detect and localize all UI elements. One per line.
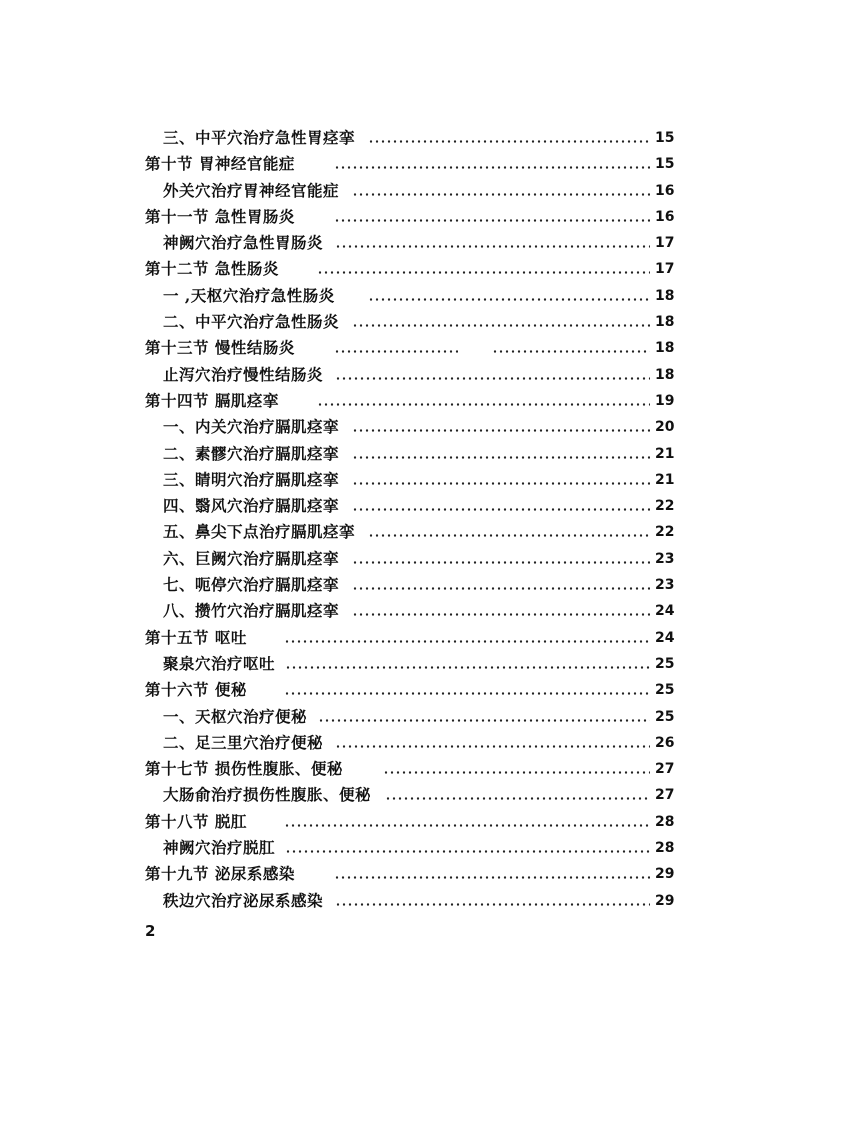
dot-leader	[284, 640, 650, 643]
toc-title: 第十五节 呕吐	[145, 627, 247, 647]
toc-title: 大肠俞治疗损伤性腹胀、便秘	[163, 785, 372, 805]
dot-leader	[335, 745, 650, 748]
dot-leader	[284, 824, 650, 827]
toc-page-number: 23	[655, 577, 675, 594]
toc-page-number: 27	[655, 787, 675, 804]
toc-title: 第十六节 便秘	[145, 680, 247, 700]
dot-leader	[385, 797, 650, 800]
toc-page-number: 16	[655, 208, 675, 225]
toc-section	[0, 625, 866, 651]
toc-page-number: 18	[655, 340, 675, 357]
toc-title: 一 ,天枢穴治疗急性肠炎	[163, 285, 335, 305]
dot-leader	[284, 692, 650, 695]
toc-entry	[0, 309, 866, 335]
dot-leader	[352, 193, 650, 196]
dot-leader	[334, 219, 650, 222]
toc-page-number: 22	[655, 524, 675, 541]
toc-entry	[0, 782, 866, 808]
dot-leader	[352, 561, 650, 564]
toc-page-number: 19	[655, 392, 675, 409]
toc-title: 秩边穴治疗泌尿系感染	[163, 890, 324, 910]
dot-leader	[335, 245, 650, 248]
toc-page-number: 25	[655, 682, 675, 699]
toc-entry	[0, 283, 866, 309]
toc-entry	[0, 704, 866, 730]
toc-entry	[0, 125, 866, 151]
dot-leader	[285, 666, 650, 669]
toc-title: 二、素髎穴治疗膈肌痉挛	[163, 443, 340, 463]
dot-leader	[317, 271, 650, 274]
toc-section	[0, 809, 866, 835]
toc-page-number: 18	[655, 314, 675, 331]
dot-leader	[352, 324, 650, 327]
toc-title: 四、翳风穴治疗膈肌痉挛	[163, 496, 340, 516]
toc-page-number: 21	[655, 471, 675, 488]
toc-page-number: 25	[655, 655, 675, 672]
toc-title: 一、天枢穴治疗便秘	[163, 706, 308, 726]
toc-title: 聚泉穴治疗呕吐	[163, 653, 276, 673]
toc-page-number: 17	[655, 235, 675, 252]
toc-page-number: 20	[655, 419, 675, 436]
toc-entry	[0, 441, 866, 467]
dot-leader	[318, 719, 650, 722]
toc-entry	[0, 598, 866, 624]
toc-page-number: 24	[655, 603, 675, 620]
toc-section	[0, 861, 866, 887]
toc-page-number: 18	[655, 287, 675, 304]
toc-entry	[0, 572, 866, 598]
dot-leader	[352, 482, 650, 485]
toc-entry	[0, 467, 866, 493]
toc-page-number: 25	[655, 708, 675, 725]
toc-page-number: 27	[655, 761, 675, 778]
dot-leader	[492, 350, 650, 353]
dot-leader	[368, 534, 650, 537]
toc-title: 止泻穴治疗慢性结肠炎	[163, 364, 324, 384]
toc-entry	[0, 230, 866, 256]
toc-title: 第十八节 脱肛	[145, 811, 247, 831]
toc-title: 第十三节 慢性结肠炎	[145, 338, 295, 358]
dot-leader	[334, 166, 650, 169]
toc-title: 第十一节 急性胃肠炎	[145, 206, 295, 226]
toc-entry	[0, 730, 866, 756]
toc-section	[0, 677, 866, 703]
toc-title: 外关穴治疗胃神经官能症	[163, 180, 340, 200]
toc-title: 第十节 胃神经官能症	[145, 154, 295, 174]
toc-entry	[0, 178, 866, 204]
toc-title: 神阙穴治疗急性胃肠炎	[163, 233, 324, 253]
toc-page-number: 15	[655, 156, 675, 173]
toc-section	[0, 204, 866, 230]
toc-section	[0, 388, 866, 414]
dot-leader	[285, 850, 650, 853]
toc-page-number: 15	[655, 130, 675, 146]
toc-page-number: 23	[655, 550, 675, 567]
dot-leader	[368, 140, 650, 143]
toc-page-number: 28	[655, 813, 675, 830]
toc-title: 第十二节 急性肠炎	[145, 259, 279, 279]
toc-page-number: 28	[655, 840, 675, 857]
toc-title: 六、巨阙穴治疗膈肌痉挛	[163, 548, 340, 568]
dot-leader	[352, 587, 650, 590]
toc-title: 第十七节 损伤性腹胀、便秘	[145, 759, 343, 779]
dot-leader	[334, 876, 650, 879]
toc-page-number: 17	[655, 261, 675, 278]
toc-title: 三、中平穴治疗急性胃痉挛	[163, 128, 356, 147]
table-of-contents	[0, 125, 866, 914]
toc-title: 神阙穴治疗脱肛	[163, 838, 276, 858]
toc-title: 五、鼻尖下点治疗膈肌痉挛	[163, 522, 356, 542]
toc-section	[0, 335, 866, 361]
dot-leader	[352, 508, 650, 511]
toc-page-number: 29	[655, 892, 675, 909]
toc-section	[0, 756, 866, 782]
toc-page-number: 16	[655, 182, 675, 199]
dot-leader	[352, 456, 650, 459]
dot-leader	[383, 771, 650, 774]
toc-title: 一、内关穴治疗膈肌痉挛	[163, 417, 340, 437]
toc-page-number: 24	[655, 629, 675, 646]
toc-page-number: 18	[655, 366, 675, 383]
dot-leader	[335, 377, 650, 380]
toc-entry	[0, 519, 866, 545]
toc-entry	[0, 835, 866, 861]
toc-entry	[0, 362, 866, 388]
toc-entry	[0, 651, 866, 677]
dot-leader	[317, 403, 650, 406]
toc-title: 第十九节 泌尿系感染	[145, 864, 295, 884]
dot-leader	[334, 350, 458, 353]
toc-page-number: 22	[655, 498, 675, 515]
toc-entry	[0, 493, 866, 519]
toc-title: 七、呃停穴治疗膈肌痉挛	[163, 575, 340, 595]
toc-page-number: 21	[655, 445, 675, 462]
dot-leader	[368, 298, 650, 301]
toc-entry	[0, 414, 866, 440]
dot-leader	[352, 613, 650, 616]
toc-title: 三、睛明穴治疗膈肌痉挛	[163, 469, 340, 489]
toc-section	[0, 256, 866, 282]
dot-leader	[352, 429, 650, 432]
toc-entry	[0, 546, 866, 572]
toc-page-number: 26	[655, 734, 675, 751]
toc-title: 第十四节 膈肌痉挛	[145, 390, 279, 410]
toc-title: 二、中平穴治疗急性肠炎	[163, 312, 340, 332]
toc-title: 二、足三里穴治疗便秘	[163, 732, 324, 752]
toc-entry	[0, 888, 866, 914]
toc-title: 八、攒竹穴治疗膈肌痉挛	[163, 601, 340, 621]
toc-section	[0, 151, 866, 177]
page-number: 2	[145, 922, 156, 940]
dot-leader	[335, 903, 650, 906]
toc-page-number: 29	[655, 866, 675, 883]
